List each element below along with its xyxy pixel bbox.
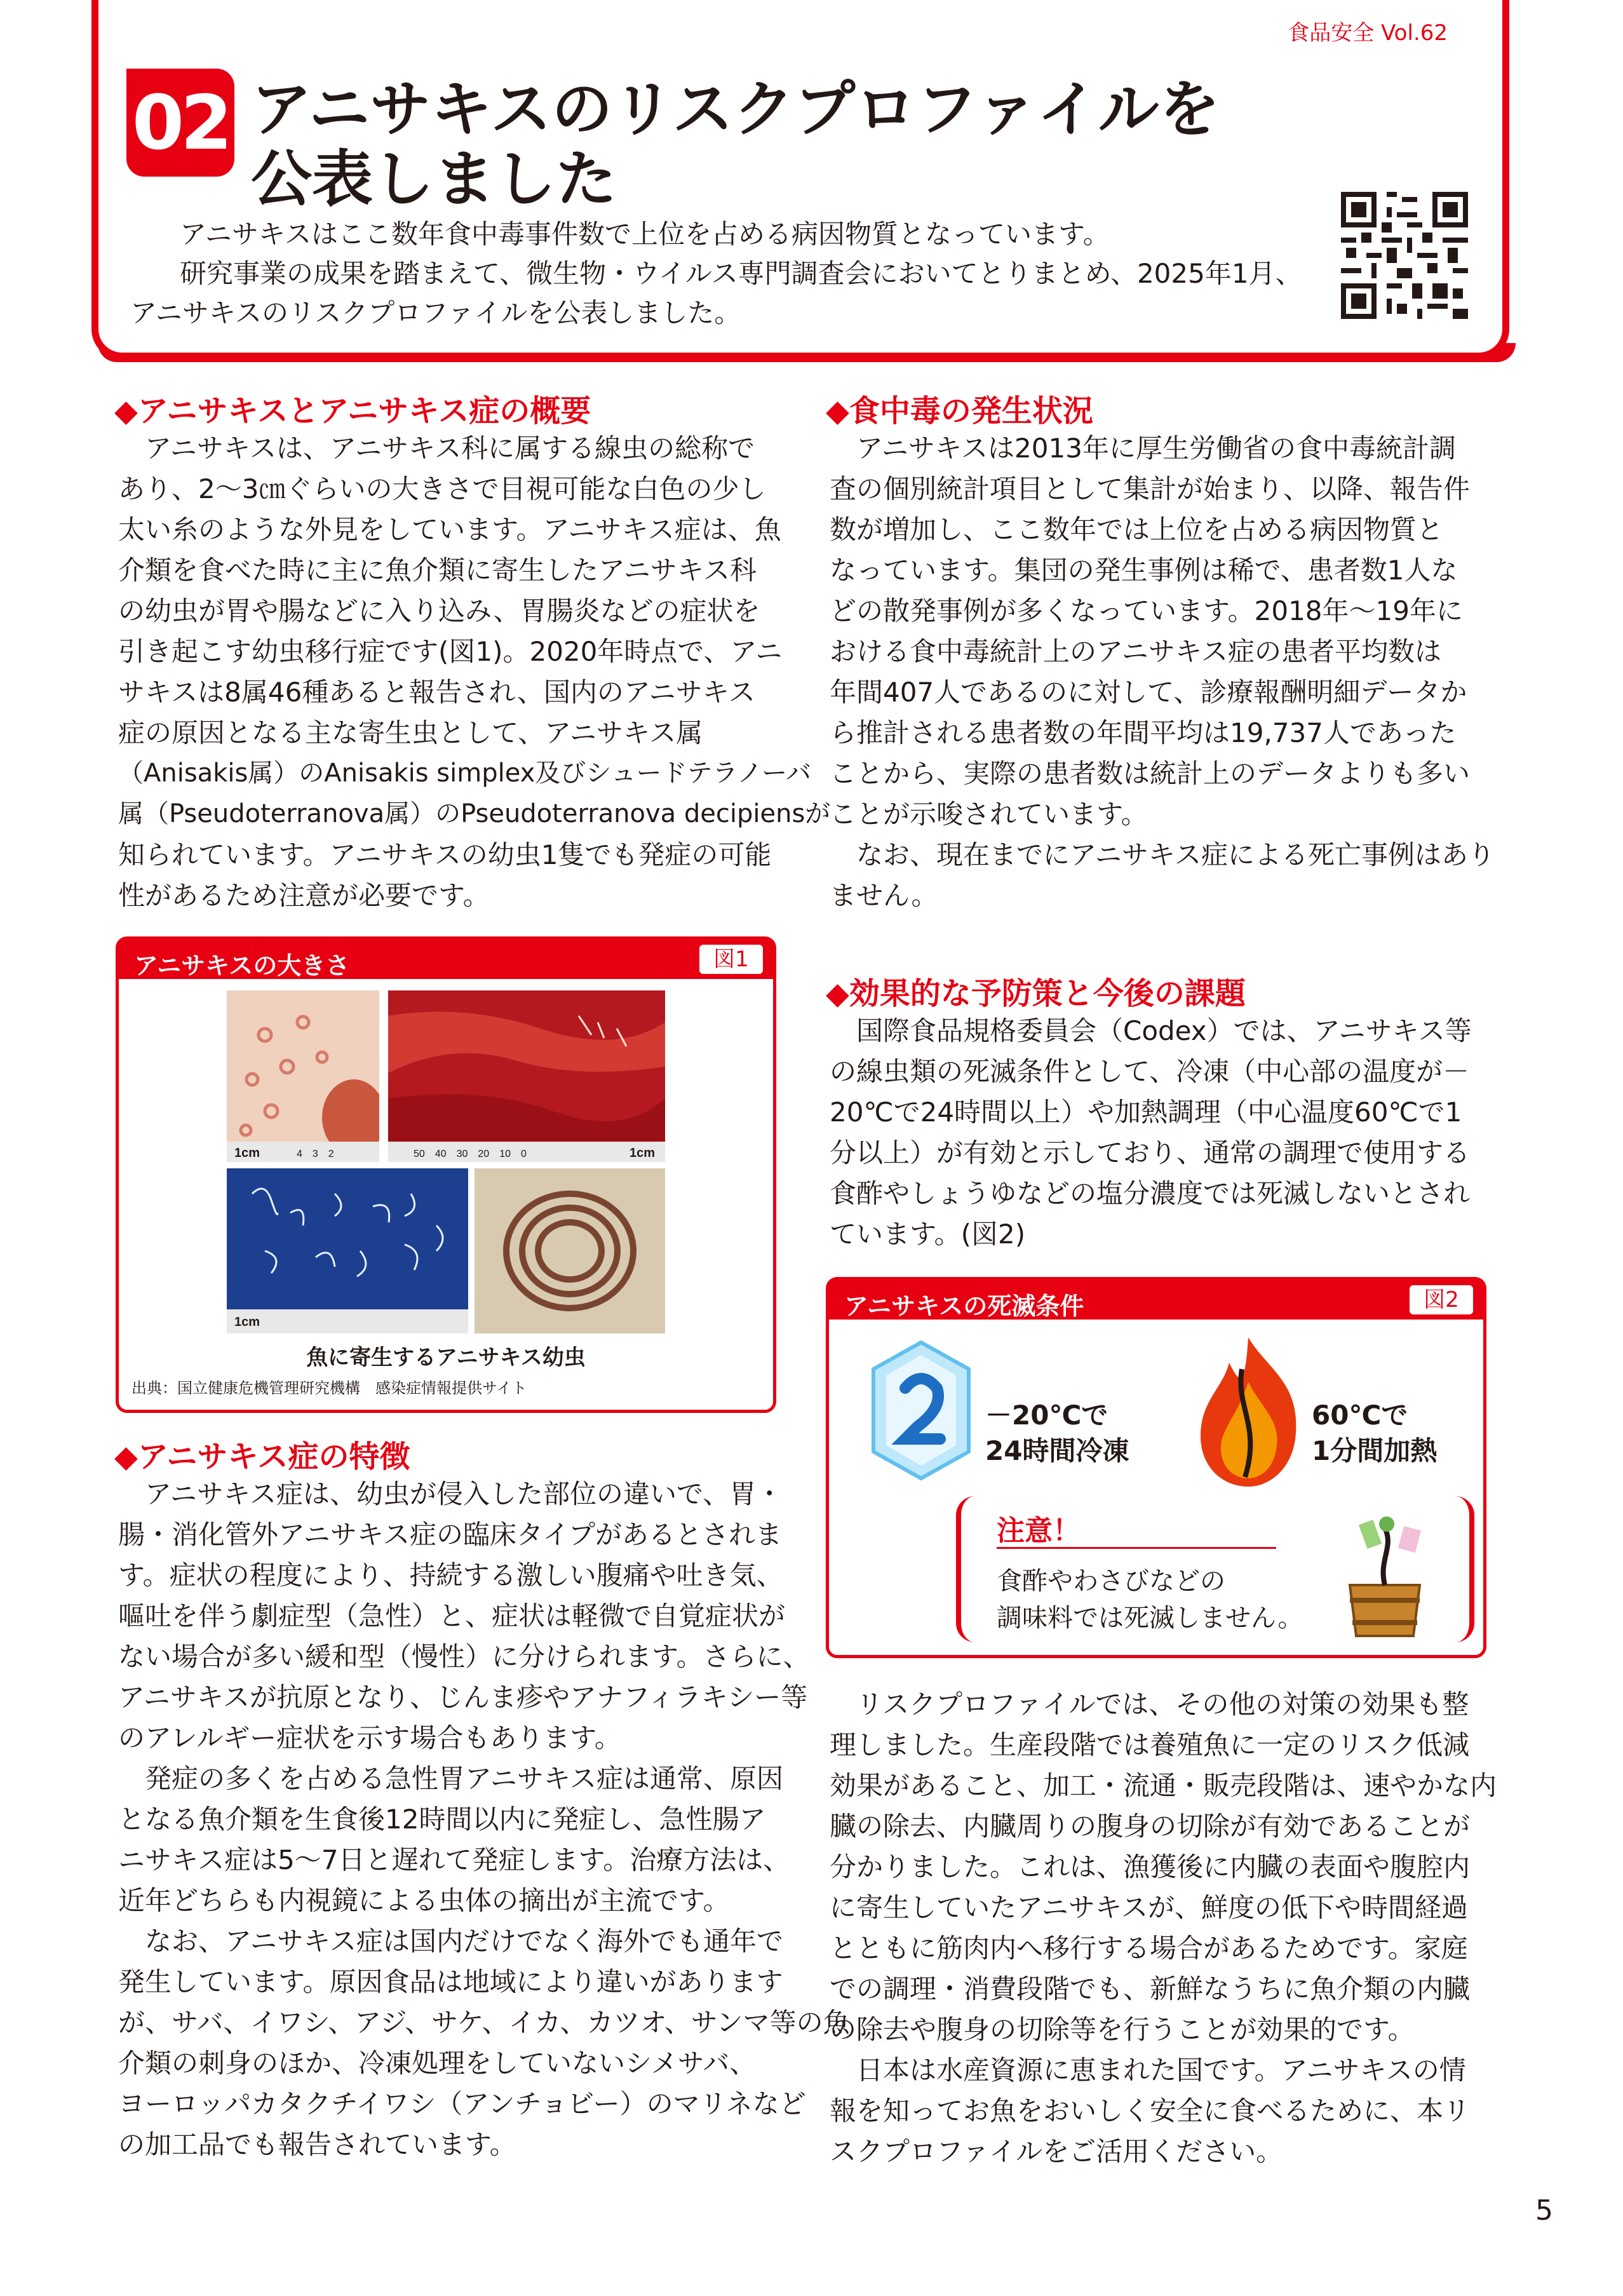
overview-line: （Anisakis属）のAnisakis simplex及びシュードテラノーバ: [118, 759, 812, 788]
overview-line: 知られています。アニサキスの幼虫1隻でも発症の可能: [118, 839, 772, 870]
features-line: のアレルギー症状を示す場合もあります。: [118, 1722, 621, 1753]
scale-label: 1cm: [630, 1146, 656, 1160]
features-line: 腸・消化管外アニサキス症の臨床タイプがあるとされま: [118, 1519, 782, 1550]
features-line: となる魚介類を生食後12時間以内に発症し、急性腸ア: [118, 1804, 766, 1835]
outbreaks-line: ことから、実際の患者数は統計上のデータよりも多い: [830, 758, 1471, 789]
prevention-line: 食酢やしょうゆなどの塩分濃度では死滅しないとされ: [830, 1178, 1471, 1209]
figure-1-caption: 魚に寄生するアニサキス幼虫: [306, 1345, 586, 1370]
section-heading-prevention: ◆効果的な予防策と今後の課題: [826, 976, 1246, 1011]
other-measures-line: リスクプロファイルでは、その他の対策の効果も整: [856, 1689, 1469, 1720]
overview-line: 症の原因となる主な寄生虫として、アニサキス属: [118, 717, 703, 748]
caution-divider: [997, 1547, 1276, 1549]
figure-2-box: [826, 1277, 1486, 1658]
features-line: 近年どちらも内視鏡による虫体の摘出が主流です。: [118, 1885, 730, 1916]
other-measures-line: 日本は水産資源に恵まれた国です。アニサキスの情: [856, 2055, 1466, 2086]
outbreaks-line: 査の個別統計項目として集計が始まり、以降、報告件: [830, 473, 1471, 504]
features-line: が、サバ、イワシ、アジ、サケ、イカ、カツオ、サンマ等の魚: [118, 2007, 850, 2038]
fire-icon: [1185, 1331, 1312, 1490]
intro-line-2: 研究事業の成果を踏まえて、微生物・ウイルス専門調査会においてとりまとめ、2025年1月、: [180, 258, 1302, 289]
features-line: 発症の多くを占める急性胃アニサキス症は通常、原因: [145, 1763, 784, 1794]
title-line-1: アニサキスのリスクプロファイルを: [251, 74, 1220, 145]
ruler-numbers: 4 3 2: [297, 1149, 334, 1159]
outbreaks-line: おける食中毒統計上のアニサキス症の患者平均数は: [830, 636, 1442, 667]
figure-1-header: [119, 940, 773, 979]
features-line: ヨーロッパカタクチイワシ（アンチョビー）のマリネなど: [118, 2088, 806, 2119]
overview-line: 性があるため注意が必要です。: [118, 880, 490, 911]
other-measures-line: スクプロファイルをご活用ください。: [830, 2136, 1283, 2167]
caution-line1: 食酢やわさびなどの: [997, 1567, 1225, 1596]
features-line: ない場合が多い緩和型（慢性）に分けられます。さらに、: [118, 1641, 810, 1672]
other-measures-line: の除去や腹身の切除等を行うことが効果的です。: [830, 2014, 1415, 2045]
features-line: す。症状の程度により、持続する激しい腹痛や吐き気、: [118, 1560, 783, 1591]
outbreaks-line: ことが示唆されています。: [830, 799, 1148, 830]
caution-line2: 調味料では死滅しません。: [997, 1604, 1303, 1633]
prevention-line: ています。(図2): [830, 1219, 1026, 1250]
outbreaks-line: 数が増加し、ここ数年では上位を占める病因物質と: [830, 514, 1444, 545]
intro-line-3: アニサキスのリスクプロファイルを公表しました。: [130, 297, 741, 328]
freeze-condition-line2: 24時間冷凍: [985, 1435, 1129, 1466]
outbreaks-line: 年間407人であるのに対して、診療報酬明細データか: [830, 677, 1467, 708]
ruler-numbers: 50 40 30 20 10 0: [414, 1149, 527, 1159]
features-line: アニサキスが抗原となり、じんま疹やアナフィラキシー等: [118, 1682, 808, 1713]
overview-line: の幼虫が胃や腸などに入り込み、胃腸炎などの症状を: [118, 595, 760, 626]
features-line: ニサキス症は5～7日と遅れて発症します。治療方法は、: [118, 1844, 790, 1875]
features-line: なお、アニサキス症は国内だけでなく海外でも通年で: [145, 1926, 784, 1957]
prevention-line: の線虫類の死滅条件として、冷凍（中心部の温度が－: [830, 1056, 1470, 1087]
intro-line-1: アニサキスはここ数年食中毒事件数で上位を占める病因物質となっています。: [180, 219, 1110, 250]
prevention-line: 国際食品規格委員会（Codex）では、アニサキス等: [856, 1015, 1472, 1046]
overview-line: 引き起こす幼虫移行症です(図1)。2020年時点で、アニ: [118, 636, 783, 667]
title-line-2: 公表しました: [251, 144, 617, 215]
other-measures-line: 臓の除去、内臓周りの腹身の切除が有効であることが: [830, 1811, 1471, 1842]
features-line: の加工品でも報告されています。: [118, 2129, 516, 2160]
figure-1-source: 出典：国立健康危機管理研究機構 感染症情報提供サイト: [131, 1379, 527, 1397]
heat-condition-line1: 60℃で: [1312, 1400, 1408, 1431]
ice-icon: [867, 1337, 975, 1483]
other-measures-line: とともに筋肉内へ移行する場合があるためです。家庭: [830, 1933, 1468, 1964]
outbreaks-line: ません。: [830, 880, 938, 911]
outbreaks-line: なお、現在までにアニサキス症による死亡事例はあり: [856, 839, 1495, 870]
other-measures-line: 理しました。生産段階では養殖魚に一定のリスク低減: [830, 1729, 1470, 1760]
larvae-dish-photo: [227, 1168, 468, 1334]
features-line: 発生しています。原因食品は地域により違いがあります: [118, 1966, 783, 1997]
page-number: 5: [1535, 2194, 1553, 2227]
caution-title: 注意！: [997, 1515, 1081, 1547]
heat-condition-line2: 1分間加熱: [1312, 1435, 1438, 1466]
scale-label: 1cm: [234, 1315, 260, 1329]
other-measures-line: 報を知ってお魚をおいしく安全に食べるために、本リ: [830, 2095, 1471, 2126]
outbreaks-line: アニサキスは2013年に厚生労働省の食中毒統計調: [856, 433, 1456, 464]
section-heading-outbreaks: ◆食中毒の発生状況: [826, 393, 1093, 429]
overview-line: 太い糸のような外見をしています。アニサキス症は、魚: [118, 514, 781, 545]
outbreaks-line: どの散発事例が多くなっています。2018年～19年に: [830, 595, 1463, 626]
figure-1-box: [116, 936, 776, 1413]
overview-line: あり、2～3㎝ぐらいの大きさで目視可能な白色の少し: [118, 473, 766, 504]
article-number-badge: 02: [126, 69, 234, 177]
article-header: [91, 0, 1509, 360]
volume-label: 食品安全 Vol.62: [1288, 20, 1448, 46]
other-measures-line: での調理・消費段階でも、新鮮なうちに魚介類の内臓: [830, 1973, 1471, 2004]
qr-code-icon[interactable]: [1341, 192, 1468, 319]
scale-label: 1cm: [234, 1146, 260, 1160]
features-line: 嘔吐を伴う劇症型（急性）と、症状は軽微で自覚症状が: [118, 1600, 786, 1631]
section-heading-overview: ◆アニサキスとアニサキス症の概要: [114, 393, 591, 429]
overview-line: サキスは8属46種あると報告され、国内のアニサキス: [118, 677, 755, 708]
features-line: 介類の刺身のほか、冷凍処理をしていないシメサバ、: [118, 2048, 757, 2079]
coiled-larva-photo: [475, 1168, 665, 1334]
larvae-on-fish-photo: [227, 990, 379, 1162]
figure-1-title: アニサキスの大きさ: [134, 952, 350, 980]
overview-line: 属（Pseudoterranova属）のPseudoterranova decipiensが: [118, 799, 831, 828]
figure-2-title: アニサキスの死滅条件: [844, 1292, 1084, 1320]
larvae-in-flesh-photo: [388, 990, 665, 1162]
figure-1-tag: 図1: [699, 945, 763, 974]
section-heading-features: ◆アニサキス症の特徴: [114, 1439, 410, 1475]
freeze-condition-line1: －20℃で: [985, 1400, 1108, 1431]
prevention-line: 分以上）が有効と示しており、通常の調理で使用する: [830, 1137, 1471, 1168]
overview-line: 介類を食べた時に主に魚介類に寄生したアニサキス科: [118, 555, 757, 586]
figure-2-header: [829, 1280, 1483, 1320]
other-measures-line: 分かりました。これは、漁獲後に内臓の表面や腹腔内: [830, 1851, 1471, 1882]
other-measures-line: に寄生していたアニサキスが、鮮度の低下や時間経過: [830, 1892, 1469, 1923]
overview-line: アニサキスは、アニサキス科に属する線虫の総称で: [145, 433, 755, 464]
features-line: アニサキス症は、幼虫が侵入した部位の違いで、胃・: [145, 1478, 783, 1509]
figure-2-tag: 図2: [1410, 1285, 1473, 1314]
prevention-line: 20℃で24時間以上）や加熱調理（中心温度60℃で1: [830, 1097, 1462, 1128]
condiment-icon: [1324, 1503, 1445, 1642]
outbreaks-line: なっています。集団の発生事例は稀で、患者数1人な: [830, 555, 1458, 586]
outbreaks-line: ら推計される患者数の年間平均は19,737人であった: [830, 717, 1457, 748]
other-measures-line: 効果があること、加工・流通・販売段階は、速やかな内: [830, 1770, 1497, 1801]
